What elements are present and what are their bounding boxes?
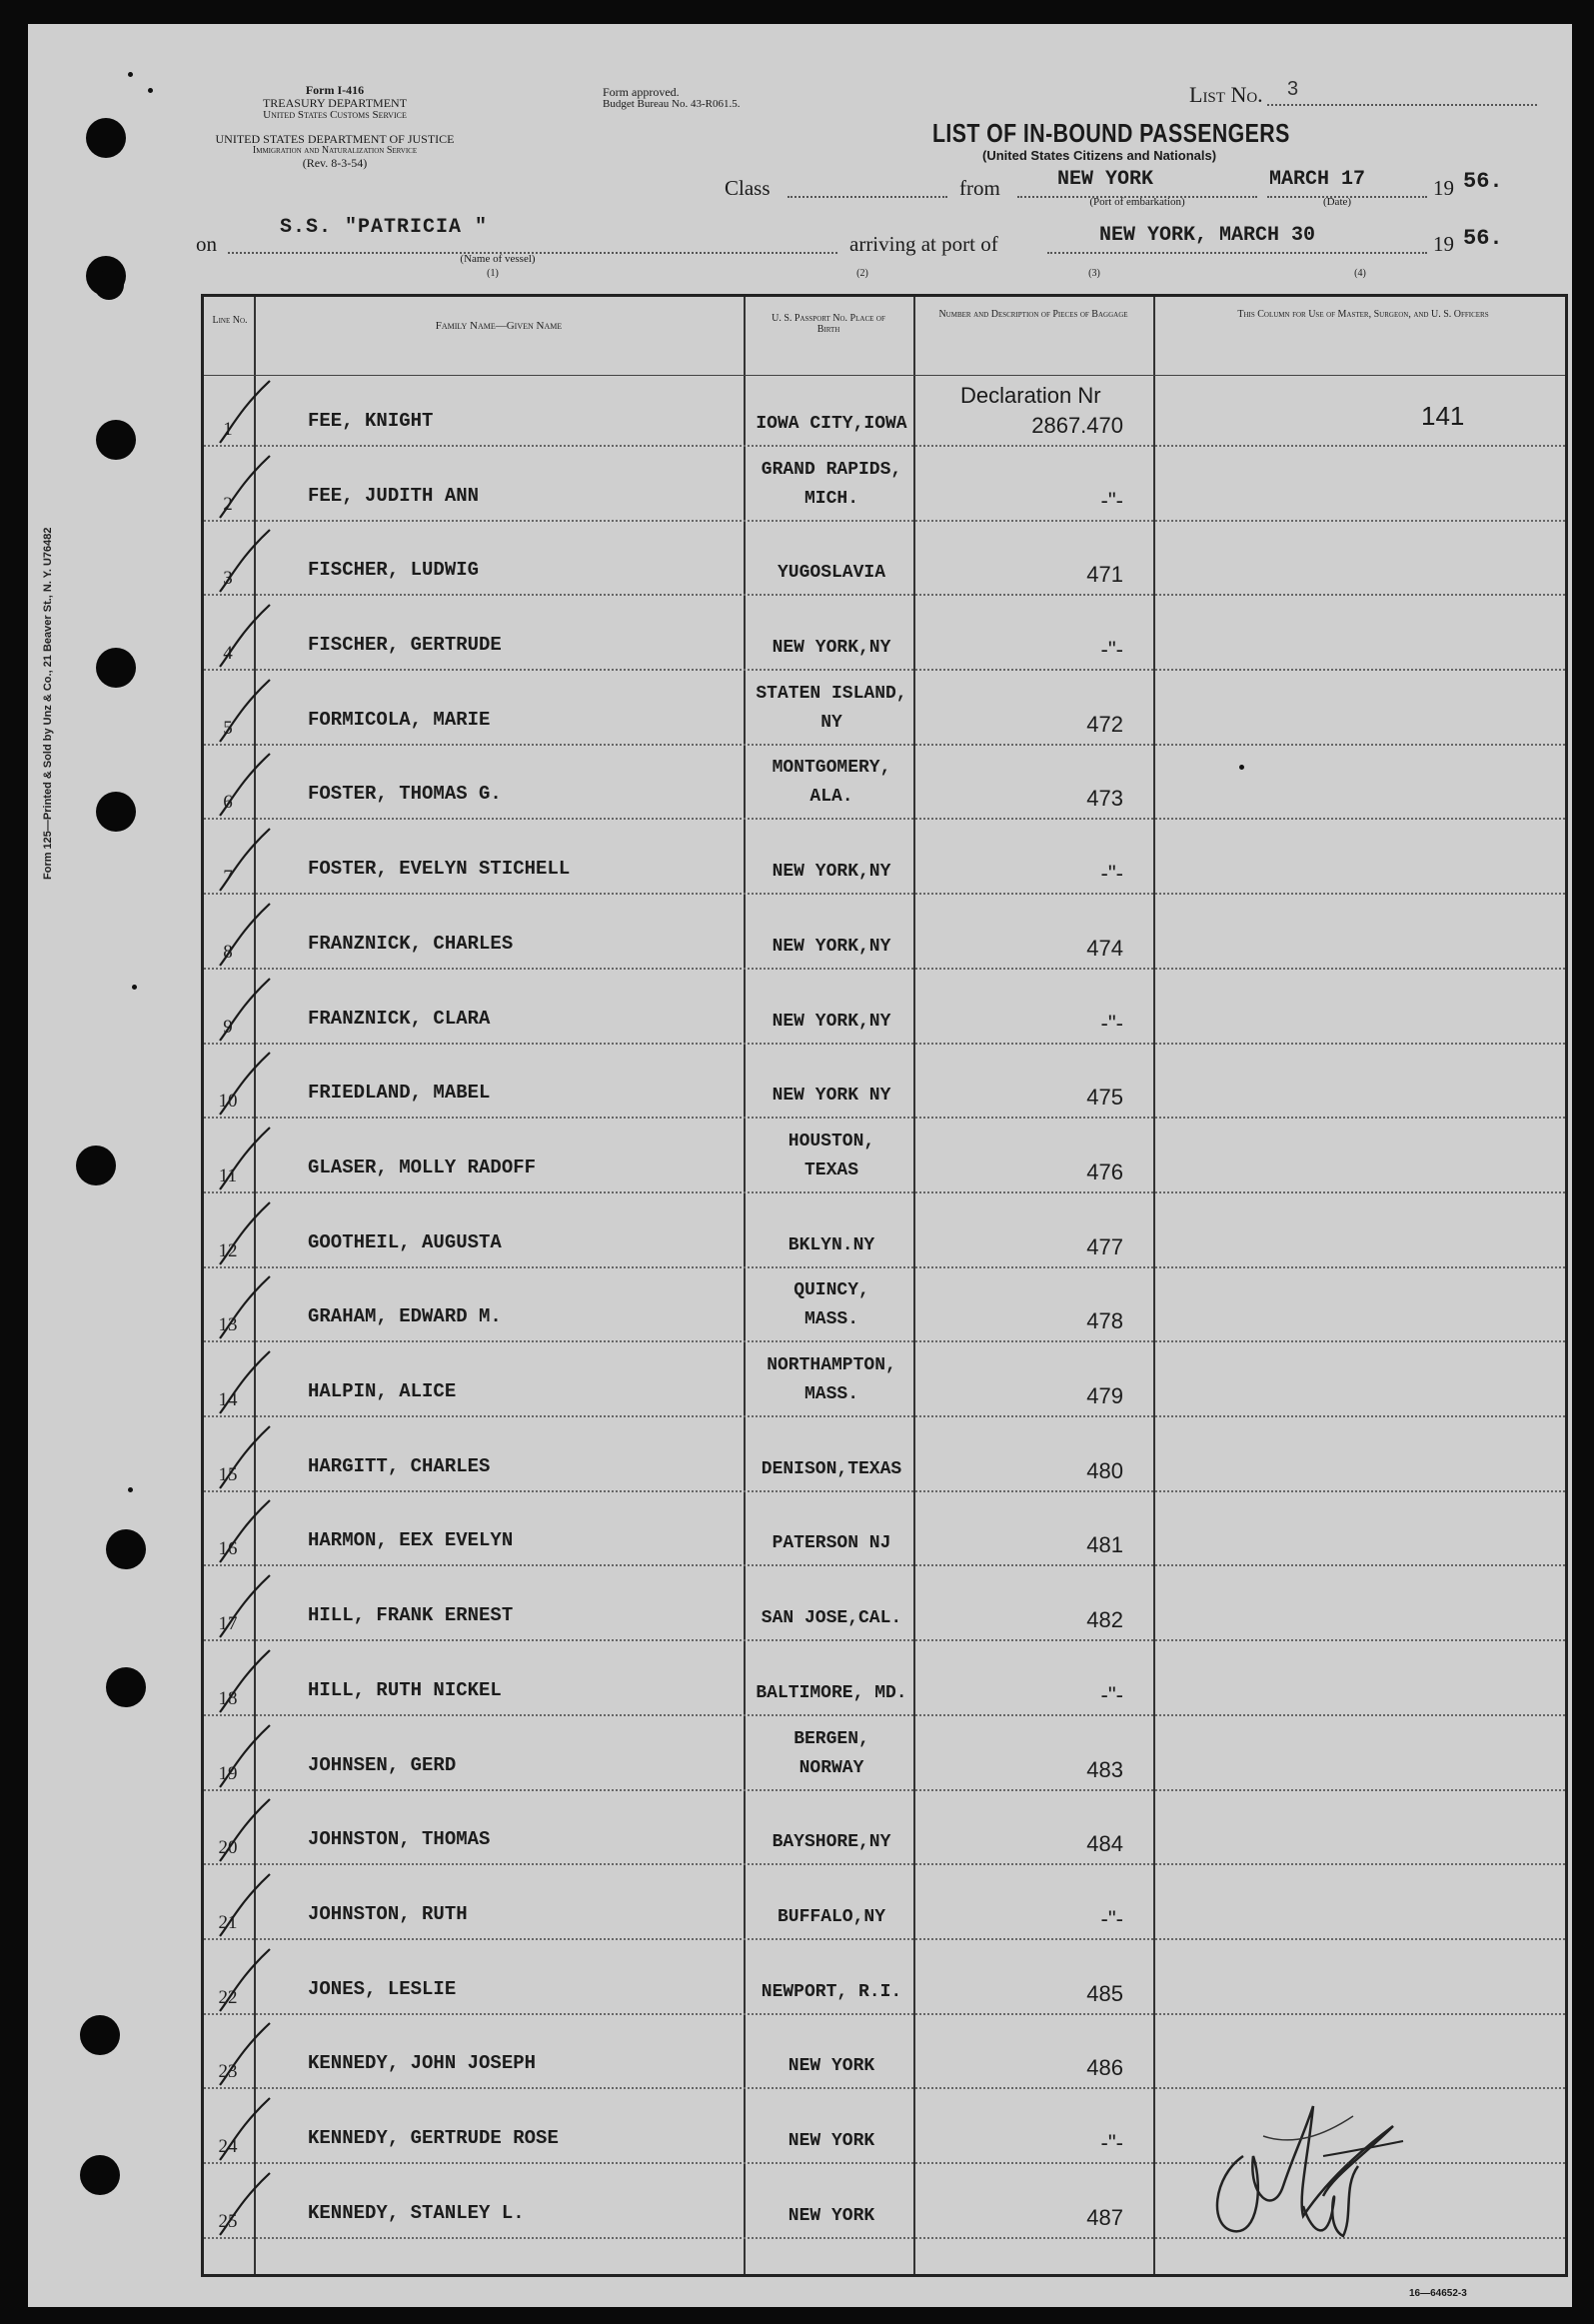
- passenger-name: HARMON, EEX EVELYN: [308, 1529, 514, 1552]
- declaration-number: 487: [1086, 2204, 1123, 2230]
- place-of-birth: [732, 680, 931, 738]
- passenger-name: FOSTER, THOMAS G.: [308, 783, 502, 806]
- line-number: 21: [218, 1911, 238, 1933]
- place-line: MASS.: [803, 1309, 858, 1330]
- table-row: [204, 1417, 1565, 1492]
- place-line: SAN JOSE,CAL.: [761, 1608, 902, 1629]
- check-mark: [212, 750, 282, 820]
- table-row: [204, 1716, 1565, 1791]
- port-caption: (Port of embarkation): [1089, 196, 1185, 208]
- declaration-label: Declaration Nr: [960, 383, 1101, 408]
- embarkation-date: MARCH 17: [1269, 168, 1366, 191]
- place-line: NEW YORK: [788, 2131, 875, 2152]
- line-number: 5: [223, 717, 233, 739]
- punch-hole: [86, 118, 126, 158]
- line-number: 6: [223, 792, 233, 814]
- check-mark: [212, 452, 282, 522]
- line-number: 14: [218, 1389, 238, 1411]
- place-of-birth: [732, 2202, 931, 2231]
- declaration-number: 2867.470: [1031, 412, 1123, 438]
- declaration-number: 478: [1086, 1308, 1123, 1334]
- col-num-1: (1): [487, 268, 499, 279]
- declaration-number: 474: [1086, 935, 1123, 961]
- line-number: 24: [218, 2136, 238, 2158]
- line-number: 9: [223, 1016, 233, 1038]
- passenger-name: HARGITT, CHARLES: [308, 1454, 491, 1477]
- declaration-number: 471: [1086, 562, 1123, 588]
- place-of-birth: [732, 1828, 931, 1857]
- place-line: YUGOSLAVIA: [777, 563, 886, 584]
- passenger-name: FEE, JUDITH ANN: [308, 484, 480, 507]
- passenger-name: HILL, RUTH NICKEL: [308, 1678, 502, 1701]
- passenger-name: FRANZNICK, CHARLES: [308, 932, 514, 955]
- declaration-number: 483: [1086, 1756, 1123, 1782]
- declaration-number: 477: [1086, 1233, 1123, 1259]
- year-1: 56.: [1463, 169, 1503, 194]
- speck: [128, 1487, 133, 1492]
- table-row: [204, 1791, 1565, 1866]
- line-number: 8: [223, 941, 233, 963]
- check-mark: [212, 1347, 282, 1417]
- place-of-birth: [732, 1903, 931, 1932]
- year-prefix-1: 19: [1433, 176, 1454, 200]
- place-line: HOUSTON,: [788, 1131, 875, 1152]
- table-row: [204, 1193, 1565, 1268]
- place-line: BAYSHORE,NY: [772, 1832, 891, 1853]
- place-line: MONTGOMERY,: [772, 758, 891, 779]
- place-of-birth: [732, 754, 931, 812]
- place-line: BUFFALO,NY: [777, 1906, 886, 1927]
- list-no-value: 3: [1287, 78, 1299, 100]
- punch-hole: [76, 1146, 116, 1185]
- passenger-name: JOHNSTON, RUTH: [308, 1902, 468, 1925]
- line-number: 19: [218, 1762, 238, 1784]
- line-number: 12: [218, 1239, 238, 1261]
- passenger-name: FORMICOLA, MARIE: [308, 708, 491, 731]
- passenger-name: GLASER, MOLLY RADOFF: [308, 1156, 537, 1178]
- passenger-name: FRIEDLAND, MABEL: [308, 1082, 491, 1105]
- check-mark: [212, 1795, 282, 1865]
- speck: [132, 985, 137, 990]
- col-head-officers: This Column for Use of Master, Surgeon, and U. S. Officers: [1237, 309, 1489, 320]
- passenger-name: FISCHER, GERTRUDE: [308, 634, 502, 657]
- list-title: LIST OF IN-BOUND PASSENGERS: [932, 118, 1290, 148]
- declaration-number: 472: [1086, 711, 1123, 737]
- place-line: DENISON,TEXAS: [761, 1458, 902, 1479]
- place-line: NEW YORK: [788, 2205, 875, 2226]
- check-mark: [212, 1422, 282, 1492]
- check-mark: [212, 1124, 282, 1193]
- declaration-number: 482: [1086, 1607, 1123, 1633]
- form-number: Form I-416: [305, 83, 365, 97]
- year-2: 56.: [1463, 226, 1503, 251]
- passenger-name: FOSTER, EVELYN STICHELL: [308, 858, 571, 881]
- declaration-number: 484: [1086, 1831, 1123, 1857]
- declaration-number: 485: [1086, 1980, 1123, 2006]
- justice-dept: UNITED STATES DEPARTMENT OF JUSTICE: [215, 132, 455, 146]
- place-line: IOWA CITY,IOWA: [756, 413, 907, 434]
- passenger-name: JONES, LESLIE: [308, 1977, 457, 2000]
- declaration-number: -"-: [1100, 861, 1123, 887]
- place-of-birth: [732, 1128, 931, 1185]
- check-mark: [212, 676, 282, 746]
- check-mark: [212, 2019, 282, 2089]
- check-mark: [212, 1571, 282, 1641]
- speck: [1239, 765, 1244, 770]
- check-mark: [212, 601, 282, 671]
- place-line: STATEN ISLAND,: [756, 683, 907, 704]
- passenger-name: GOOTHEIL, AUGUSTA: [308, 1230, 502, 1253]
- port-of-embarkation: NEW YORK: [1057, 168, 1154, 191]
- vessel-name: S.S. "PATRICIA ": [280, 216, 489, 239]
- passenger-name: KENNEDY, JOHN JOSEPH: [308, 2052, 537, 2075]
- punch-hole: [96, 420, 136, 460]
- place-of-birth: [732, 1008, 931, 1037]
- punch-hole: [80, 2015, 120, 2055]
- line-number: 16: [218, 1538, 238, 1560]
- place-line: TEXAS: [803, 1160, 858, 1180]
- place-of-birth: [732, 634, 931, 663]
- table-row: [204, 895, 1565, 970]
- list-no-label: List No.: [1189, 82, 1263, 107]
- place-of-birth: [732, 456, 931, 514]
- table-row: [204, 1342, 1565, 1417]
- check-mark: [212, 975, 282, 1045]
- passenger-name: FISCHER, LUDWIG: [308, 559, 480, 582]
- place-line: NEW YORK,NY: [772, 862, 891, 883]
- place-line: NEW YORK,NY: [772, 638, 891, 659]
- form-approved: Form approved.: [603, 85, 680, 99]
- check-mark: [212, 900, 282, 970]
- place-of-birth: [732, 1082, 931, 1111]
- date-caption: (Date): [1322, 196, 1352, 208]
- list-subtitle: (United States Citizens and Nationals): [982, 148, 1217, 163]
- arrival-port-date: NEW YORK, MARCH 30: [1099, 224, 1316, 247]
- place-line: BERGEN,: [794, 1728, 869, 1749]
- declaration-number: 475: [1086, 1085, 1123, 1111]
- declaration-number: 481: [1086, 1532, 1123, 1558]
- declaration-number: 473: [1086, 786, 1123, 812]
- table-row: [204, 1268, 1565, 1343]
- line-number: 3: [223, 568, 233, 590]
- line-number: 17: [218, 1613, 238, 1635]
- col-num-4: (4): [1354, 268, 1366, 279]
- punch-hole: [80, 2155, 120, 2195]
- place-line: NORTHAMPTON,: [767, 1355, 896, 1376]
- declaration-number: -"-: [1100, 1905, 1123, 1931]
- class-line: [788, 196, 947, 198]
- line-number: 1: [223, 418, 233, 440]
- place-line: GRAND RAPIDS,: [761, 459, 902, 480]
- passenger-name: HALPIN, ALICE: [308, 1380, 457, 1403]
- document-page: [28, 24, 1572, 2307]
- place-of-birth: [732, 1725, 931, 1783]
- passenger-name: JOHNSTON, THOMAS: [308, 1828, 491, 1851]
- place-line: NORWAY: [798, 1757, 864, 1778]
- signature: [1203, 2096, 1463, 2246]
- table-row: [204, 970, 1565, 1045]
- check-mark: [212, 1870, 282, 1940]
- check-mark: [212, 1496, 282, 1566]
- place-line: NEW YORK NY: [772, 1086, 891, 1107]
- place-of-birth: [732, 1351, 931, 1409]
- check-mark: [212, 1646, 282, 1716]
- declaration-number: -"-: [1100, 2130, 1123, 2156]
- speck: [148, 88, 153, 93]
- on-label: on: [196, 232, 217, 256]
- place-line: BKLYN.NY: [788, 1234, 875, 1255]
- printer-imprint: Form 125—Printed & Sold by Unz & Co., 21 Beaver St., N. Y. U76482: [42, 527, 54, 880]
- line-number: 15: [218, 1463, 238, 1485]
- place-line: QUINCY,: [794, 1280, 869, 1301]
- table-row: [204, 821, 1565, 896]
- table-row: [204, 671, 1565, 746]
- check-mark: [212, 2169, 282, 2239]
- passenger-name: JOHNSEN, GERD: [308, 1753, 457, 1776]
- place-line: PATERSON NJ: [772, 1533, 891, 1554]
- place-line: NEW YORK: [788, 2056, 875, 2077]
- revision: (Rev. 8-3-54): [302, 156, 368, 170]
- declaration-number: 486: [1086, 2055, 1123, 2081]
- col-head-name: Family Name—Given Name: [435, 320, 563, 332]
- passenger-name: GRAHAM, EDWARD M.: [308, 1305, 502, 1328]
- declaration-number: 480: [1086, 1457, 1123, 1483]
- passenger-name: FEE, KNIGHT: [308, 409, 434, 432]
- table-row: [204, 1119, 1565, 1193]
- col-head-passport: U. S. Passport No. Place of Birth: [772, 313, 885, 335]
- line-number: 23: [218, 2061, 238, 2083]
- vessel-caption: (Name of vessel): [460, 253, 536, 265]
- table-row: [204, 447, 1565, 522]
- place-line: ALA.: [809, 787, 853, 808]
- table-row: [204, 1567, 1565, 1642]
- passenger-table: [201, 294, 1568, 2277]
- declaration-number: -"-: [1100, 637, 1123, 663]
- passenger-name: HILL, FRANK ERNEST: [308, 1604, 514, 1627]
- table-row: [204, 522, 1565, 597]
- from-label: from: [959, 176, 1000, 200]
- col-head-line: Line No.: [212, 315, 248, 326]
- table-row: [204, 746, 1565, 821]
- check-mark: [212, 825, 282, 895]
- check-mark: [212, 1272, 282, 1342]
- check-mark: [212, 1049, 282, 1119]
- check-mark: [212, 1198, 282, 1268]
- arriving-label: arriving at port of: [849, 232, 998, 256]
- punch-hole: [94, 270, 124, 300]
- footer-code: 16—64652-3: [1409, 2288, 1467, 2299]
- table-row: [204, 1641, 1565, 1716]
- place-line: MASS.: [803, 1384, 858, 1405]
- table-row: [204, 2015, 1565, 2090]
- officer-note: 141: [1421, 401, 1465, 431]
- punch-hole: [106, 1667, 146, 1707]
- immigration-service: Immigration and Naturalization Service: [252, 145, 418, 156]
- place-of-birth: [732, 1276, 931, 1334]
- col-head-baggage: Number and Description of Pieces of Baggage: [938, 309, 1128, 320]
- table-row: [204, 372, 1565, 447]
- budget-bureau: Budget Bureau No. 43-R061.5.: [603, 98, 741, 110]
- place-of-birth: [732, 2052, 931, 2081]
- place-of-birth: [732, 1455, 931, 1484]
- line-number: 10: [218, 1091, 238, 1113]
- table-row: [204, 1940, 1565, 2015]
- place-of-birth: [732, 1231, 931, 1260]
- passenger-name: KENNEDY, GERTRUDE ROSE: [308, 2127, 559, 2150]
- year-prefix-2: 19: [1433, 232, 1454, 256]
- punch-hole: [106, 1529, 146, 1569]
- punch-hole: [96, 648, 136, 688]
- place-line: NEWPORT, R.I.: [761, 1981, 902, 2002]
- class-label: Class: [725, 176, 771, 200]
- passenger-name: KENNEDY, STANLEY L.: [308, 2201, 525, 2224]
- place-of-birth: [732, 1529, 931, 1558]
- line-number: 18: [218, 1687, 238, 1709]
- declaration-number: 479: [1086, 1383, 1123, 1409]
- table-row: [204, 1865, 1565, 1940]
- treasury-dept: TREASURY DEPARTMENT: [262, 96, 408, 110]
- place-of-birth: [732, 410, 931, 439]
- place-of-birth: [732, 2127, 931, 2156]
- place-line: MICH.: [803, 488, 858, 509]
- place-of-birth: [732, 1679, 931, 1708]
- punch-hole: [96, 792, 136, 832]
- line-number: 11: [218, 1164, 238, 1186]
- col-num-2: (2): [856, 268, 868, 279]
- check-mark: [212, 1721, 282, 1791]
- table-row: [204, 1045, 1565, 1120]
- passenger-name: FRANZNICK, CLARA: [308, 1007, 491, 1030]
- place-of-birth: [732, 858, 931, 887]
- table-row: [204, 1492, 1565, 1567]
- place-line: NEW YORK,NY: [772, 1011, 891, 1032]
- speck: [128, 72, 133, 77]
- line-number: 25: [218, 2210, 238, 2232]
- place-line: NY: [820, 712, 842, 733]
- place-of-birth: [732, 1604, 931, 1633]
- declaration-number: 476: [1086, 1159, 1123, 1184]
- place-of-birth: [732, 933, 931, 962]
- line-number: 4: [223, 643, 233, 665]
- line-number: 22: [218, 1986, 238, 2008]
- check-mark: [212, 377, 282, 447]
- declaration-number: -"-: [1100, 1681, 1123, 1707]
- place-of-birth: [732, 1978, 931, 2007]
- declaration-number: -"-: [1100, 1010, 1123, 1036]
- declaration-number: -"-: [1100, 487, 1123, 513]
- place-of-birth: [732, 559, 931, 588]
- line-number: 7: [223, 867, 233, 889]
- place-line: BALTIMORE, MD.: [756, 1682, 907, 1703]
- customs-service: United States Customs Service: [263, 109, 407, 121]
- place-line: NEW YORK,NY: [772, 936, 891, 957]
- table-row: [204, 596, 1565, 671]
- arrival-line: [1047, 252, 1427, 254]
- check-mark: [212, 1945, 282, 2015]
- line-number: 20: [218, 1837, 238, 1859]
- check-mark: [212, 2094, 282, 2164]
- col-num-3: (3): [1088, 268, 1100, 279]
- line-number: 13: [218, 1314, 238, 1336]
- check-mark: [212, 526, 282, 596]
- list-no-line: [1267, 104, 1537, 106]
- line-number: 2: [223, 493, 233, 515]
